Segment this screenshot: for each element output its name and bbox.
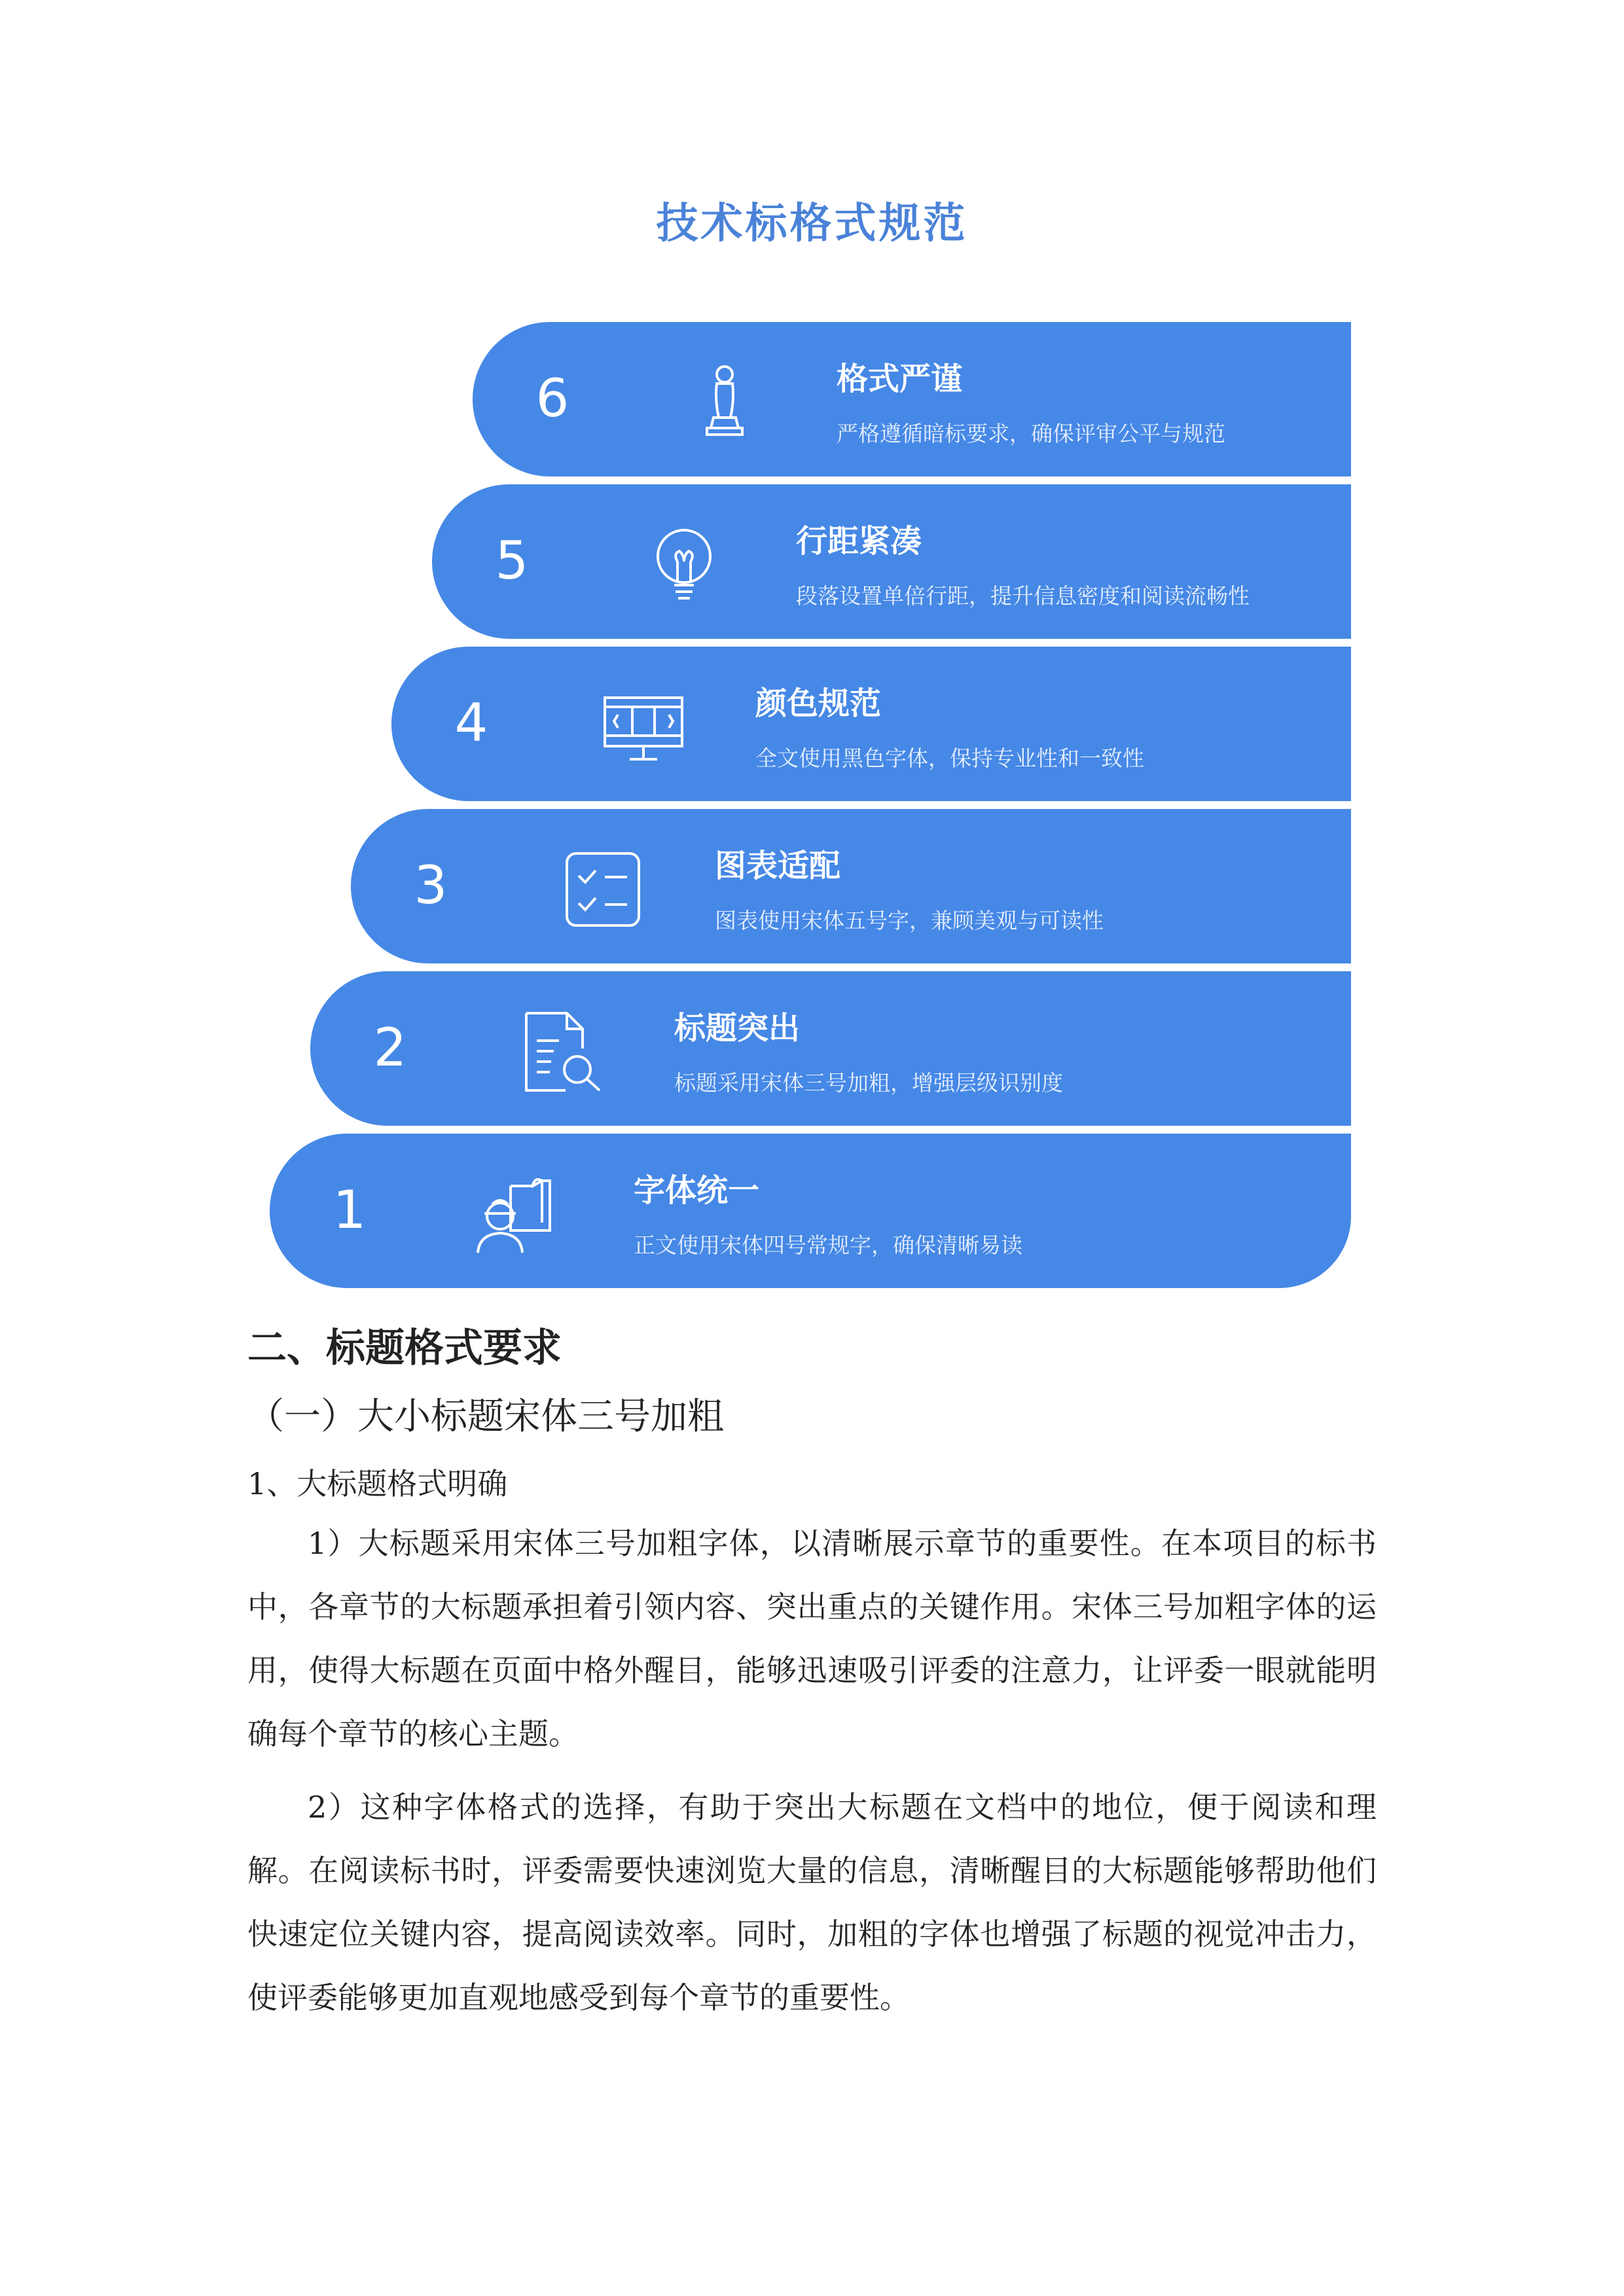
paragraph-1: 1）大标题采用宋体三号加粗字体，以清晰展示章节的重要性。在本项目的标书中，各章节的大标题承担着引领内容、突出重点的关键作用。宋体三号加粗字体的运用，使得大标题在页面中格外醒目，能够迅速吸引评委的注意力，让评委一眼就能明确每个章节的核心主题。 xyxy=(247,1526,1377,1751)
step-divider xyxy=(441,1128,598,1131)
step-description: 标题采用宋体三号加粗，增强层级识别度 xyxy=(674,1070,1063,1096)
step-title: 图表适配 xyxy=(715,848,841,884)
subsection-heading: （一）大小标题宋体三号加粗 xyxy=(247,1395,724,1438)
step-number: 6 xyxy=(535,368,569,429)
lightbulb-icon xyxy=(641,522,727,607)
step-number: 2 xyxy=(373,1017,407,1078)
checklist-icon xyxy=(560,847,645,932)
step-divider xyxy=(522,804,679,806)
step-3 xyxy=(351,809,1351,963)
monitor-icon xyxy=(601,685,686,770)
step-number: 4 xyxy=(454,692,488,753)
step-5 xyxy=(432,484,1351,639)
item-heading: 1、大标题格式明确 xyxy=(247,1466,508,1501)
paragraph-2: 2）这种字体格式的选择，有助于突出大标题在文档中的地位，便于阅读和理解。在阅读标书时，评委需要快速浏览大量的信息，清晰醒目的大标题能够帮助他们快速定位关键内容，提高阅读效率。同时，加粗的字体也增强了标题的视觉冲击力，使评委能够更加直观地感受到每个章节的重要性。 xyxy=(247,1789,1377,2015)
step-description: 图表使用宋体五号字，兼顾美观与可读性 xyxy=(715,908,1104,933)
step-number: 5 xyxy=(495,530,529,591)
section-heading: 二、标题格式要求 xyxy=(247,1325,562,1371)
step-divider xyxy=(604,479,761,482)
step-title: 字体统一 xyxy=(634,1172,760,1209)
step-2 xyxy=(310,971,1351,1126)
step-number: 1 xyxy=(333,1179,367,1240)
engineer-blueprint-icon xyxy=(473,1172,558,1257)
step-description: 段落设置单倍行距，提升信息密度和阅读流畅性 xyxy=(796,583,1250,609)
step-4 xyxy=(391,647,1351,801)
step-description: 全文使用黑色字体，保持专业性和一致性 xyxy=(755,745,1144,771)
step-title: 颜色规范 xyxy=(755,685,882,722)
step-divider xyxy=(563,641,720,644)
step-1 xyxy=(270,1134,1351,1288)
step-number: 3 xyxy=(414,855,448,916)
step-description: 严格遵循暗标要求，确保评审公平与规范 xyxy=(837,421,1225,446)
figure-title: 技术标格式规范 xyxy=(656,200,968,248)
step-title: 标题突出 xyxy=(674,1010,801,1047)
step-description: 正文使用宋体四号常规字，确保清晰易读 xyxy=(634,1232,1022,1258)
step-title: 格式严谨 xyxy=(837,361,963,397)
document-search-icon xyxy=(520,1009,605,1094)
trophy-icon xyxy=(682,360,767,445)
step-6 xyxy=(473,322,1351,476)
step-title: 行距紧凑 xyxy=(796,523,922,560)
step-divider xyxy=(482,966,639,969)
